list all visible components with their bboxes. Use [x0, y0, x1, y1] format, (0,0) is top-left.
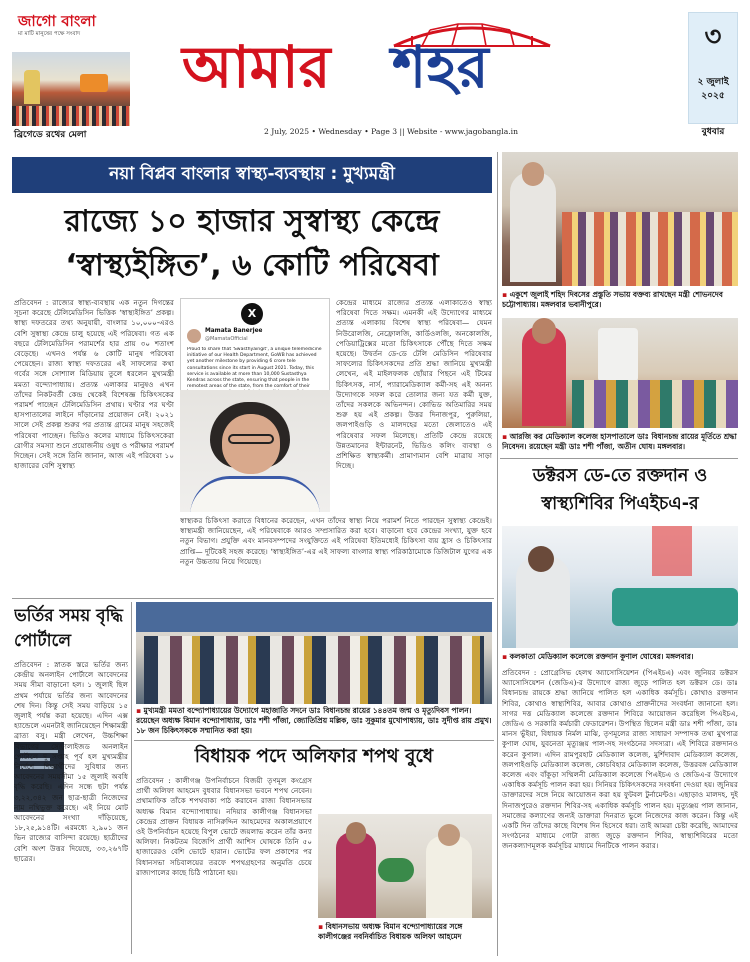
- lead-headline: [12, 200, 492, 292]
- mla-headline: বিধায়ক পদে অলিফার শপথ বুধে: [194, 746, 434, 767]
- masthead: [12, 12, 738, 140]
- mahajati-sadan-event-photo: [136, 602, 492, 704]
- rg-kar-tribute-photo: [502, 318, 738, 428]
- thumbnail-caption: ব্রিগেডে রথের মেলা: [14, 130, 87, 140]
- jago-logo-tagline: মা মাটি মানুষের পক্ষে সংবাদ: [18, 31, 81, 37]
- doctors-day-headline: [502, 462, 738, 524]
- tweet-text: Proud to share that 'Swasthyaingit', a unique telemedicine initiative of our Health Department, GoWB has achieved yet another milestone by providing 6 crore tele consultations since its start in August 2021. Today, this service is available at more than 10,000 Sustasthya Kendras across the state, ensuring that people in the remotest areas of the state, from the comfort of their: [187, 347, 322, 390]
- lead-kicker: [12, 157, 492, 193]
- doctors-day-headline-line2: স্বাস্থ্যশিবির পিএইচএ-র: [541, 494, 699, 514]
- caption-rg-kar: ▪ আরজি কর মেডিক্যাল কলেজ হাসপাতালে ডাঃ বিধানচন্দ্র রায়ের মূর্তিতে শ্রদ্ধা নিবেদন। রয়েছেন মন্ত্রী ডাঃ শশী পাঁজা, অতীন ঘোষ। মঙ্গলবার।: [502, 432, 737, 451]
- lead-headline-line2: ‘স্বাস্থ্যইঙ্গিত’, ৬ কোটি পরিষেবা: [65, 248, 439, 283]
- page-number: ৩: [704, 22, 722, 52]
- alifa-ahmed-photo: [318, 814, 492, 918]
- weekday: বুধবার: [701, 127, 725, 137]
- blood-donation-photo: [502, 526, 738, 648]
- martyrs-day-meeting-photo: [502, 152, 738, 286]
- caption-event: ▪ মুখ্যমন্ত্রী মমতা বন্দ্যোপাধ্যায়ের উদ্যোগে মহাজাতি সদনে ডাঃ বিধানচন্দ্র রায়ের ১৪৪তম জন্ম ও মৃত্যুদিবস পালন। রয়েছেন অধ্যক্ষ বিমান বন্দ্যোপাধ্যায়, ডাঃ শশী পাঁজা, জ্যোতিপ্রিয় মল্লিক, ডাঃ সুকুমার মুখোপাধ্যায়, ডাঃ সুদীপ্ত রায় প্রমুখ। ১৮ জন চিকিৎসককে সম্মানিত করা হয়।: [136, 706, 492, 735]
- title-left: আমার: [182, 33, 331, 101]
- title-right: শহর: [392, 33, 489, 101]
- lead-kicker-text: নয়া বিপ্লব বাংলার স্বাস্থ্য-ব্যবস্থায় : মুখ্যমন্ত্রী: [109, 164, 395, 184]
- caption-alifa-ahmed: ▪ বিধানসভায় অধ্যক্ষ বিমান বন্দ্যোপাধ্যায়ের সঙ্গে কালীগঞ্জের নবনির্বাচিত বিধায়ক অলিফা আহমেদ: [318, 922, 463, 941]
- chief-minister-photo: [180, 390, 330, 512]
- dateline: 2 July, 2025 • Wednesday • Page 3 || Website - www.jagobangla.in: [264, 127, 518, 136]
- doctors-day-headline-line1: ডক্টরস ডে-তে রক্তদান ও: [532, 466, 708, 486]
- rath-fair-thumbnail: [12, 52, 130, 126]
- admission-body: প্রতিবেদন : স্নাতক স্তরে ভর্তির জন্য কেন্দ্রীয় অনলাইন পোর্টালে আবেদনের সময় সীমা বাড়ানো হল। ১ জুলাই ছিল প্রথম পর্যায়ে ভর্তির জন্য আবেদনের শেষ দিন। কিন্তু সেই সময় বাড়িয়ে ১৫ জুলাই পর্যন্ত করা হয়েছে। এদিন এক্স হ্যান্ডেলে এমনটাই জানিয়েছেন শিক্ষামন্ত্রী ব্রাত্য বসু। মন্ত্রী লেখেন, উচ্চশিক্ষা বিভাগের সেন্ট্রালাইজড অনলাইন পোর্টালে দু সপ্তাহ পূর্ব হল মুখ্যমন্ত্রীর নির্দেশে শিক্ষার্থীদের সুবিধার জন্য আবেদনের সময়সীমা ১৫ জুলাই অবধি বৃদ্ধি করেছি। এদিন সন্ধে ছটা পর্যন্ত ৩,২২,৩৪২ জন ছাত্র-ছাত্রী নিজেদের নাম নথিভুক্ত করেছে। এই নিয়ে মোট আবেদনের সংখ্যা দাঁড়িয়েছে, ১৮,২৫,৯১৪টি। এরমধ্যে ২,৯০১ জন ভিন রাজ্যের বাসিন্দা রয়েছে। ছাত্রীদের বেশি অংশ উত্তর দিয়েছে, ৩৩,২৬৭টি ছাত্রের।: [14, 660, 128, 863]
- lead-headline-line1: রাজ্যে ১০ হাজার সুস্বাস্থ্য কেন্দ্রে: [64, 204, 440, 239]
- doctors-day-body: প্রতিবেদন : প্রোগ্রেসিভ হেলথ অ্যাসোসিয়েশন (পিএইচএ) এবং জুনিয়র ডক্টরস অ্যাসোসিয়েশন (জেডিএ)-র উদ্যোগে রাজ্য জুড়ে পালিত হল ডক্টরস ডে। ডাঃ বিধানচন্দ্র রায়কে শ্রদ্ধা জানিয়ে পালিত হল একাধিক কর্মসূচি। কোথাও রক্তদান শিবির, কোথাও স্বাস্থ্যশিবির, আবার কোথাও প্রাক্তনীদের সংবর্ধনা জানানো হল। সাগর দত্ত মেডিক্যাল কলেজে রক্তদান শিবিরে আয়োজন করেছিল পিএইচএ, জেডিএ ও সরকারি কর্মচারী ফেডারেশন। উপস্থিত ছিলেন মন্ত্রী ডাঃ শশী পাঁজা, ডাঃ মানস ভুঁইয়া, বিধায়ক নির্মল মাঝি, তৃণমূলের রাজ্য সাধারণ সম্পাদক তথা মুখপাত্র কুণাল ঘোষ, যুবনেতা মৃত্যুঞ্জয় পাল-সহ সংগঠনের সদস্যরা। এই শিবিরে রক্তদানও করেন কুণাল। এদিন রামপুরহাট মেডিক্যাল কলেজ, মুর্শিদাবাদ মেডিক্যাল কলেজ, জলপাইগুড়ি মেডিক্যাল কলেজ, কোচবিহার মেডিক্যাল কলেজ, উত্তরবঙ্গ মেডিক্যাল কলেজ এবং বাঁকুড়া সম্মিলনী মেডিক্যাল কলেজে পিএইচএ ও জেডিএ-র উদ্যোগে একাধিক কর্মসূচি পালন করা হয়। সিনিয়র চিকিৎসকদের সংবর্ধনা দেওয়া হয়। জুনিয়র ডাক্তারদের সঙ্গে নিয়ে আয়োজন করা হয় ফুটবল টুর্নামেন্টও। এছাড়াও মালদহ, দুই দিনাজপুরেও রক্তদান শিবির-সহ একাধিক কর্মসূচি পালন হয়। মৃত্যুঞ্জয় পাল জানান, সমাজের কল্যাণের জন্যই ডাক্তারা দিনরাত ভুলে নিজেদের কাজ করেন। কিন্তু এই একটি দিন তাঁদের কাছে বিশেষ দিন হিসেবে ধরা। তাই আমরা চেষ্টা করেছি, আমাদের সংগঠনের মাধ্যমে গোটা রাজ্য জুড়ে রক্তদান শিবির, স্বাস্থ্যশিবিরের মতো জনকল্যাণমূলক কর্মসূচির মাধ্যমে দিনটিকে পালন করার।: [502, 668, 738, 851]
- jago-logo-text: জাগো বাংলা: [18, 12, 96, 30]
- lead-column-2-bottom: স্বাস্থ্যকর চিকিৎসা করাতে বিধানের করেছেন, এখন তাঁদের স্বাস্থ্য নিয়ে পরামর্শ নিতে পারছেন সুস্বাস্থ্য কেন্দ্রেই। স্বাস্থ্যমন্ত্রী জানিয়েছেন, এই পরিষেবাকে আরও সম্প্রসারিত করা হবে। বাড়ানো হবে কেন্দ্রের সংখ্যা, যুক্ত হবে নতুন বিভাগ। প্রযুক্তি এবং মানবসম্পদের সংযুক্তিতে এই পরিষেবা ইতিমধ্যেই চিকিৎসা ব্যয় হ্রাস ও চিকিৎসার প্রাপ্তি— দুটিকেই সহজ করেছে। ‘স্বাস্থ্যইঙ্গিত’-এর এই সাফল্য বাংলার স্বাস্থ্য পরিকাঠামোকে ডিজিটাল যুগের এক নতুন উচ্চতায় নিয়ে গিয়েছে।: [180, 516, 492, 566]
- tweet-handle: @MamataOfficial: [205, 336, 248, 342]
- tweet-avatar: [187, 329, 201, 343]
- caption-martyrs-day: ▪ একুশে জুলাই শহিদ দিবসের প্রস্তুতি সভায় বক্তব্য রাখছেন মন্ত্রী শোভনদেব চট্টোপাধ্যায়। মঙ্গলবার ভবানীপুরে।: [502, 290, 723, 309]
- jago-bangla-logo: [18, 12, 130, 42]
- x-logo-icon: X: [241, 303, 263, 325]
- mla-body: প্রতিবেদন : কালীগঞ্জ উপনির্বাচনে বিজয়ী তৃণমূল কংগ্রেস প্রার্থী অলিফা আহমেদ বুধবার বিধানসভা ভবনে শপথ নেবেন। প্রথামাফিক তাঁকে শপথবাক্য পাঠ করাবেন রাজ্য বিধানসভার অধ্যক্ষ বিমান বন্দ্যোপাধ্যায়। নদিয়ার কালীগঞ্জ বিধানসভা কেন্দ্রের প্রাক্তন বিধায়ক নাসিরুদ্দিন আহমেদের অকালপ্রয়াণে ওই উপনির্বাচন হয়েছে বিপুল ভোটে জয়লাভ করেন তাঁর কন্যা অলিফা। নিকটতম বিজেপি প্রার্থী আশিস ঘোষকে তিনি ৫০ হাজারেরও বেশি ভোটে হারান। ভোটের ফল প্রকাশের পর বিধানসভা সচিবালয়ের তরফে শপথগ্রহণের অনুমতি চেয়ে রাজ্যপালের কাছে চিঠি পাঠানো হয়।: [136, 776, 312, 877]
- lead-column-1: প্রতিবেদন : রাজ্যের স্বাস্থ্য-ব্যবস্থায় এক নতুন দিগন্তের সূচনা করেছে টেলিমেডিসিন ভিত্তিক ‘স্বাস্থ্যইঙ্গিত’ প্রকল্প। স্বাস্থ্য দফতরের তথ্য অনুযায়ী, বাংলার ১০,০০০-এরও বেশি সুস্বাস্থ্য কেন্দ্রে চালু হয়েছে এই পরিষেবা। গত এক বছরে টেলিমেডিসিন পরামর্শের হার প্রায় ৩০ শতাংশ বেড়েছে। এখনও পর্যন্ত ৬ কোটি মানুষ পরিষেবা পেয়েছেন। রাজ্য স্বাস্থ্য দফতরের এই সাফল্যের কথা গর্বের সঙ্গে সোশ্যাল মিডিয়ায় তুলে ধরলেন মুখ্যমন্ত্রী মমতা বন্দ্যোপাধ্যায়। প্রত্যন্ত এলাকার মানুষও এখন তাঁদের নিকটবর্তী কেন্দ্র থেকেই বিশেষজ্ঞ চিকিৎসকের পরামর্শ পাচ্ছেন টেলিমেডিসিন প্রথায়। ঘণ্টার পর ঘণ্টা হাসপাতালের লাইনে দাঁড়ানোর প্রয়োজন নেই। ২০২১ সালে সেই প্রকল্প শুরুর পর প্রত্যন্ত গ্রামের মানুষ সহজেই পরিষেবা পাচ্ছেন। ভিডিও কলের মাধ্যমে চিকিৎসকেরা রোগীর সমস্যা শুনে প্রয়োজনীয় ওষুধ ও পরীক্ষার পরামর্শ দিচ্ছেন। সেই সঙ্গে তিনি জানান, আজ এই পরিষেবা ১০ হাজারের বেশি সুস্বাস্থ্য: [14, 298, 174, 471]
- page-number-box: [688, 12, 738, 124]
- caption-blood-donation: ▪ কলকাতা মেডিক্যাল কলেজে রক্তদান কুণাল ঘোষের। মঙ্গলবার।: [502, 652, 694, 661]
- tweet-author: Mamata Banerjee: [205, 328, 263, 334]
- date-bn: ২ জুলাই ২০২৫: [697, 77, 729, 101]
- lead-column-3: কেন্দ্রের মাধ্যমে রাজ্যের প্রত্যন্ত এলাকাতেও স্বাস্থ্য পরিষেবা দিতে সক্ষম। এমনকী এই উদ্যোগের মাধ্যমে প্রত্যন্ত এলাকায় বিশেষ স্বাস্থ্য পরিষেবা— যেমন নিউরোলজি, নেফ্রোলজি, কার্ডিওলজি, অনকোলজি, পেডিয়াট্রিক্সের মতো চিকিৎসাকে পৌঁছে দিতে সক্ষম হয়েছে। উদ্বর্তন ডে-ডে টেলি মেডিসিন পরিষেবার সাফল্যের চিকিৎসকদের প্রতি শ্রদ্ধা জানিয়ে মুখ্যমন্ত্রী লেখেন, এই মাইলফলক ছোঁয়ার পিছনে এই টিমের চিকিৎসক, নার্স, প্যারামেডিক্যাল কর্মী-সহ এই অনন্য উদ্যোগকে সফল করে তোলার জন্য যত কর্মী যুক্ত, তাঁদের সকলকে অভিনন্দন। কোভিড অতিমারির সময় শুরু হয় এই প্রকল্প। উত্তর দিনাজপুর, পুরুলিয়া, জলপাইগুড়ি ও মালদহের মতো জেলাতেও এই পরিষেবার সফল মিলেছে। প্রতিটি কেন্দ্রে রয়েছে উন্নতমানের ইন্টারনেট, ভিডিও কলিং ব্যবস্থা ও প্রশিক্ষিত স্বাস্থ্যকর্মী। প্রামাণ্যমান বেশি মাত্রায় সাড়া দিচ্ছে।: [336, 298, 492, 471]
- masthead-title: [182, 18, 592, 110]
- admission-headline: ভর্তির সময় বৃদ্ধি পোর্টালে: [14, 606, 123, 651]
